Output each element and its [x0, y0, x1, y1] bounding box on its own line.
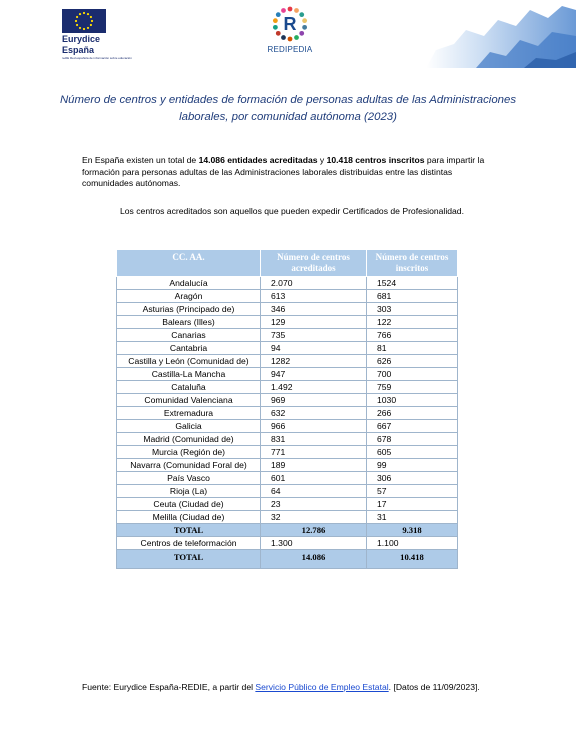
inscritos-cell: 17 — [367, 498, 458, 511]
acreditados-cell: 947 — [261, 368, 367, 381]
region-cell: Aragón — [117, 290, 261, 303]
inscritos-cell: 306 — [367, 472, 458, 485]
eurydice-small-text: redIE Red española de información sobre educación — [62, 56, 132, 60]
eu-star-icon — [87, 13, 89, 15]
eu-star-icon — [79, 13, 81, 15]
acreditados-cell: 23 — [261, 498, 367, 511]
acreditados-cell: 831 — [261, 433, 367, 446]
redipedia-dot-icon — [302, 18, 307, 23]
total-acreditados: 14.086 — [261, 550, 367, 569]
region-cell: Rioja (La) — [117, 485, 261, 498]
eu-star-icon — [90, 24, 92, 26]
redipedia-dot-icon — [294, 35, 299, 40]
redipedia-emblem-icon — [272, 6, 308, 42]
page-header — [0, 0, 576, 68]
inscritos-cell: 766 — [367, 329, 458, 342]
total-row — [117, 550, 458, 569]
eurydice-title-1: Eurydice — [62, 34, 101, 44]
inscritos-cell: 678 — [367, 433, 458, 446]
region-cell: Ceuta (Ciudad de) — [117, 498, 261, 511]
inscritos-cell: 57 — [367, 485, 458, 498]
redipedia-dot-icon — [299, 31, 304, 36]
table-header-row — [117, 250, 458, 277]
subtotal-row — [117, 524, 458, 537]
inscritos-cell: 681 — [367, 290, 458, 303]
intro-suffix: para impartir la formación para personas adultas de las Administraciones laborales distribuidas entre las distintas comunidades autónomas. — [82, 155, 485, 189]
intro-paragraph — [82, 155, 502, 190]
source-suffix: . [Datos de 11/09/2023]. — [388, 682, 480, 692]
eu-star-icon — [79, 27, 81, 29]
inscritos-cell: 1524 — [367, 277, 458, 290]
region-cell: Madrid (Comunidad de) — [117, 433, 261, 446]
intro-entidades: 14.086 entidades acreditadas — [198, 155, 318, 165]
region-cell: Castilla y León (Comunidad de) — [117, 355, 261, 368]
inscritos-cell: 700 — [367, 368, 458, 381]
header-ccaa: CC. AA. — [117, 250, 261, 277]
region-cell: Navarra (Comunidad Foral de) — [117, 459, 261, 472]
acreditados-cell: 64 — [261, 485, 367, 498]
inscritos-cell: 303 — [367, 303, 458, 316]
teleformacion-inscritos: 1.100 — [367, 537, 458, 550]
acreditados-cell: 94 — [261, 342, 367, 355]
document-title: Número de centros y entidades de formación de personas adultas de las Administraciones laborales, por comunidad autónoma (2023) — [59, 94, 517, 123]
source-note — [82, 681, 502, 694]
subtotal-label: TOTAL — [117, 524, 261, 537]
redipedia-dot-icon — [273, 25, 278, 30]
table-row — [117, 381, 458, 394]
centros-table — [116, 249, 458, 569]
redipedia-dot-icon — [281, 35, 286, 40]
header-acreditados: Número de centros acreditados — [261, 250, 367, 277]
eurydice-logo — [62, 9, 132, 64]
acreditados-cell: 189 — [261, 459, 367, 472]
acreditados-cell: 969 — [261, 394, 367, 407]
table-row — [117, 329, 458, 342]
table-row — [117, 316, 458, 329]
table-row — [117, 498, 458, 511]
table-row — [117, 303, 458, 316]
redipedia-dot-icon — [299, 12, 304, 17]
table-row — [117, 394, 458, 407]
total-label: TOTAL — [117, 550, 261, 569]
redipedia-dot-icon — [302, 25, 307, 30]
eu-star-icon — [90, 16, 92, 18]
subtotal-inscritos: 9.318 — [367, 524, 458, 537]
table-row — [117, 472, 458, 485]
acreditados-cell: 771 — [261, 446, 367, 459]
inscritos-cell: 626 — [367, 355, 458, 368]
header-inscritos: Número de centros inscritos — [367, 250, 458, 277]
table-row — [117, 277, 458, 290]
inscritos-cell: 81 — [367, 342, 458, 355]
region-cell: Castilla-La Mancha — [117, 368, 261, 381]
redipedia-label: REDIPEDIA — [267, 45, 313, 54]
region-cell: Galicia — [117, 420, 261, 433]
sepe-link[interactable]: Servicio Público de Empleo Estatal — [255, 682, 389, 692]
inscritos-cell: 266 — [367, 407, 458, 420]
table-row — [117, 407, 458, 420]
total-inscritos: 10.418 — [367, 550, 458, 569]
redipedia-dot-icon — [288, 7, 293, 12]
acreditados-cell: 601 — [261, 472, 367, 485]
region-cell: Asturias (Principado de) — [117, 303, 261, 316]
eu-star-icon — [76, 16, 78, 18]
teleformacion-acreditados: 1.300 — [261, 537, 367, 550]
teleformacion-row — [117, 537, 458, 550]
acreditados-cell: 966 — [261, 420, 367, 433]
inscritos-cell: 99 — [367, 459, 458, 472]
source-prefix: Fuente: Eurydice España-REDIE, a partir del — [82, 682, 256, 692]
redipedia-logo — [262, 6, 318, 64]
table-row — [117, 290, 458, 303]
region-cell: Cantabria — [117, 342, 261, 355]
intro-conj: y — [317, 155, 327, 165]
table-row — [117, 485, 458, 498]
subtotal-acreditados: 12.786 — [261, 524, 367, 537]
redipedia-dot-icon — [288, 37, 293, 42]
redipedia-dot-icon — [294, 8, 299, 13]
region-cell: Extremadura — [117, 407, 261, 420]
acreditados-cell: 346 — [261, 303, 367, 316]
table-row — [117, 368, 458, 381]
region-cell: Andalucía — [117, 277, 261, 290]
eu-star-icon — [91, 20, 93, 22]
eurydice-title-2: España — [62, 45, 95, 55]
table-row — [117, 459, 458, 472]
inscritos-cell: 122 — [367, 316, 458, 329]
note-paragraph: Los centros acreditados son aquellos que pueden expedir Certificados de Profesionalidad. — [120, 206, 464, 216]
region-cell: Comunidad Valenciana — [117, 394, 261, 407]
eu-star-icon — [87, 27, 89, 29]
acreditados-cell: 32 — [261, 511, 367, 524]
inscritos-cell: 667 — [367, 420, 458, 433]
intro-centros: 10.418 centros inscritos — [326, 155, 425, 165]
acreditados-cell: 1282 — [261, 355, 367, 368]
teleformacion-label: Centros de teleformación — [117, 537, 261, 550]
region-cell: Balears (Illes) — [117, 316, 261, 329]
europe-map-icon — [406, 0, 576, 68]
eu-star-icon — [83, 12, 85, 14]
eu-star-icon — [76, 24, 78, 26]
intro-prefix: En España existen un total de — [82, 155, 199, 165]
region-cell: Murcia (Región de) — [117, 446, 261, 459]
eu-star-icon — [75, 20, 77, 22]
acreditados-cell: 632 — [261, 407, 367, 420]
acreditados-cell: 129 — [261, 316, 367, 329]
inscritos-cell: 31 — [367, 511, 458, 524]
redipedia-dot-icon — [273, 18, 278, 23]
table-row — [117, 433, 458, 446]
redipedia-dot-icon — [276, 31, 281, 36]
redipedia-dot-icon — [281, 8, 286, 13]
region-cell: País Vasco — [117, 472, 261, 485]
region-cell: Cataluña — [117, 381, 261, 394]
redipedia-dot-icon — [276, 12, 281, 17]
acreditados-cell: 735 — [261, 329, 367, 342]
table-row — [117, 446, 458, 459]
acreditados-cell: 613 — [261, 290, 367, 303]
table-row — [117, 511, 458, 524]
table-row — [117, 342, 458, 355]
table-row — [117, 355, 458, 368]
region-cell: Melilla (Ciudad de) — [117, 511, 261, 524]
acreditados-cell: 2.070 — [261, 277, 367, 290]
inscritos-cell: 759 — [367, 381, 458, 394]
eu-flag-icon — [62, 9, 106, 33]
acreditados-cell: 1.492 — [261, 381, 367, 394]
eu-star-icon — [83, 28, 85, 30]
region-cell: Canarias — [117, 329, 261, 342]
inscritos-cell: 1030 — [367, 394, 458, 407]
inscritos-cell: 605 — [367, 446, 458, 459]
redipedia-letter: R — [283, 14, 297, 34]
table-row — [117, 420, 458, 433]
